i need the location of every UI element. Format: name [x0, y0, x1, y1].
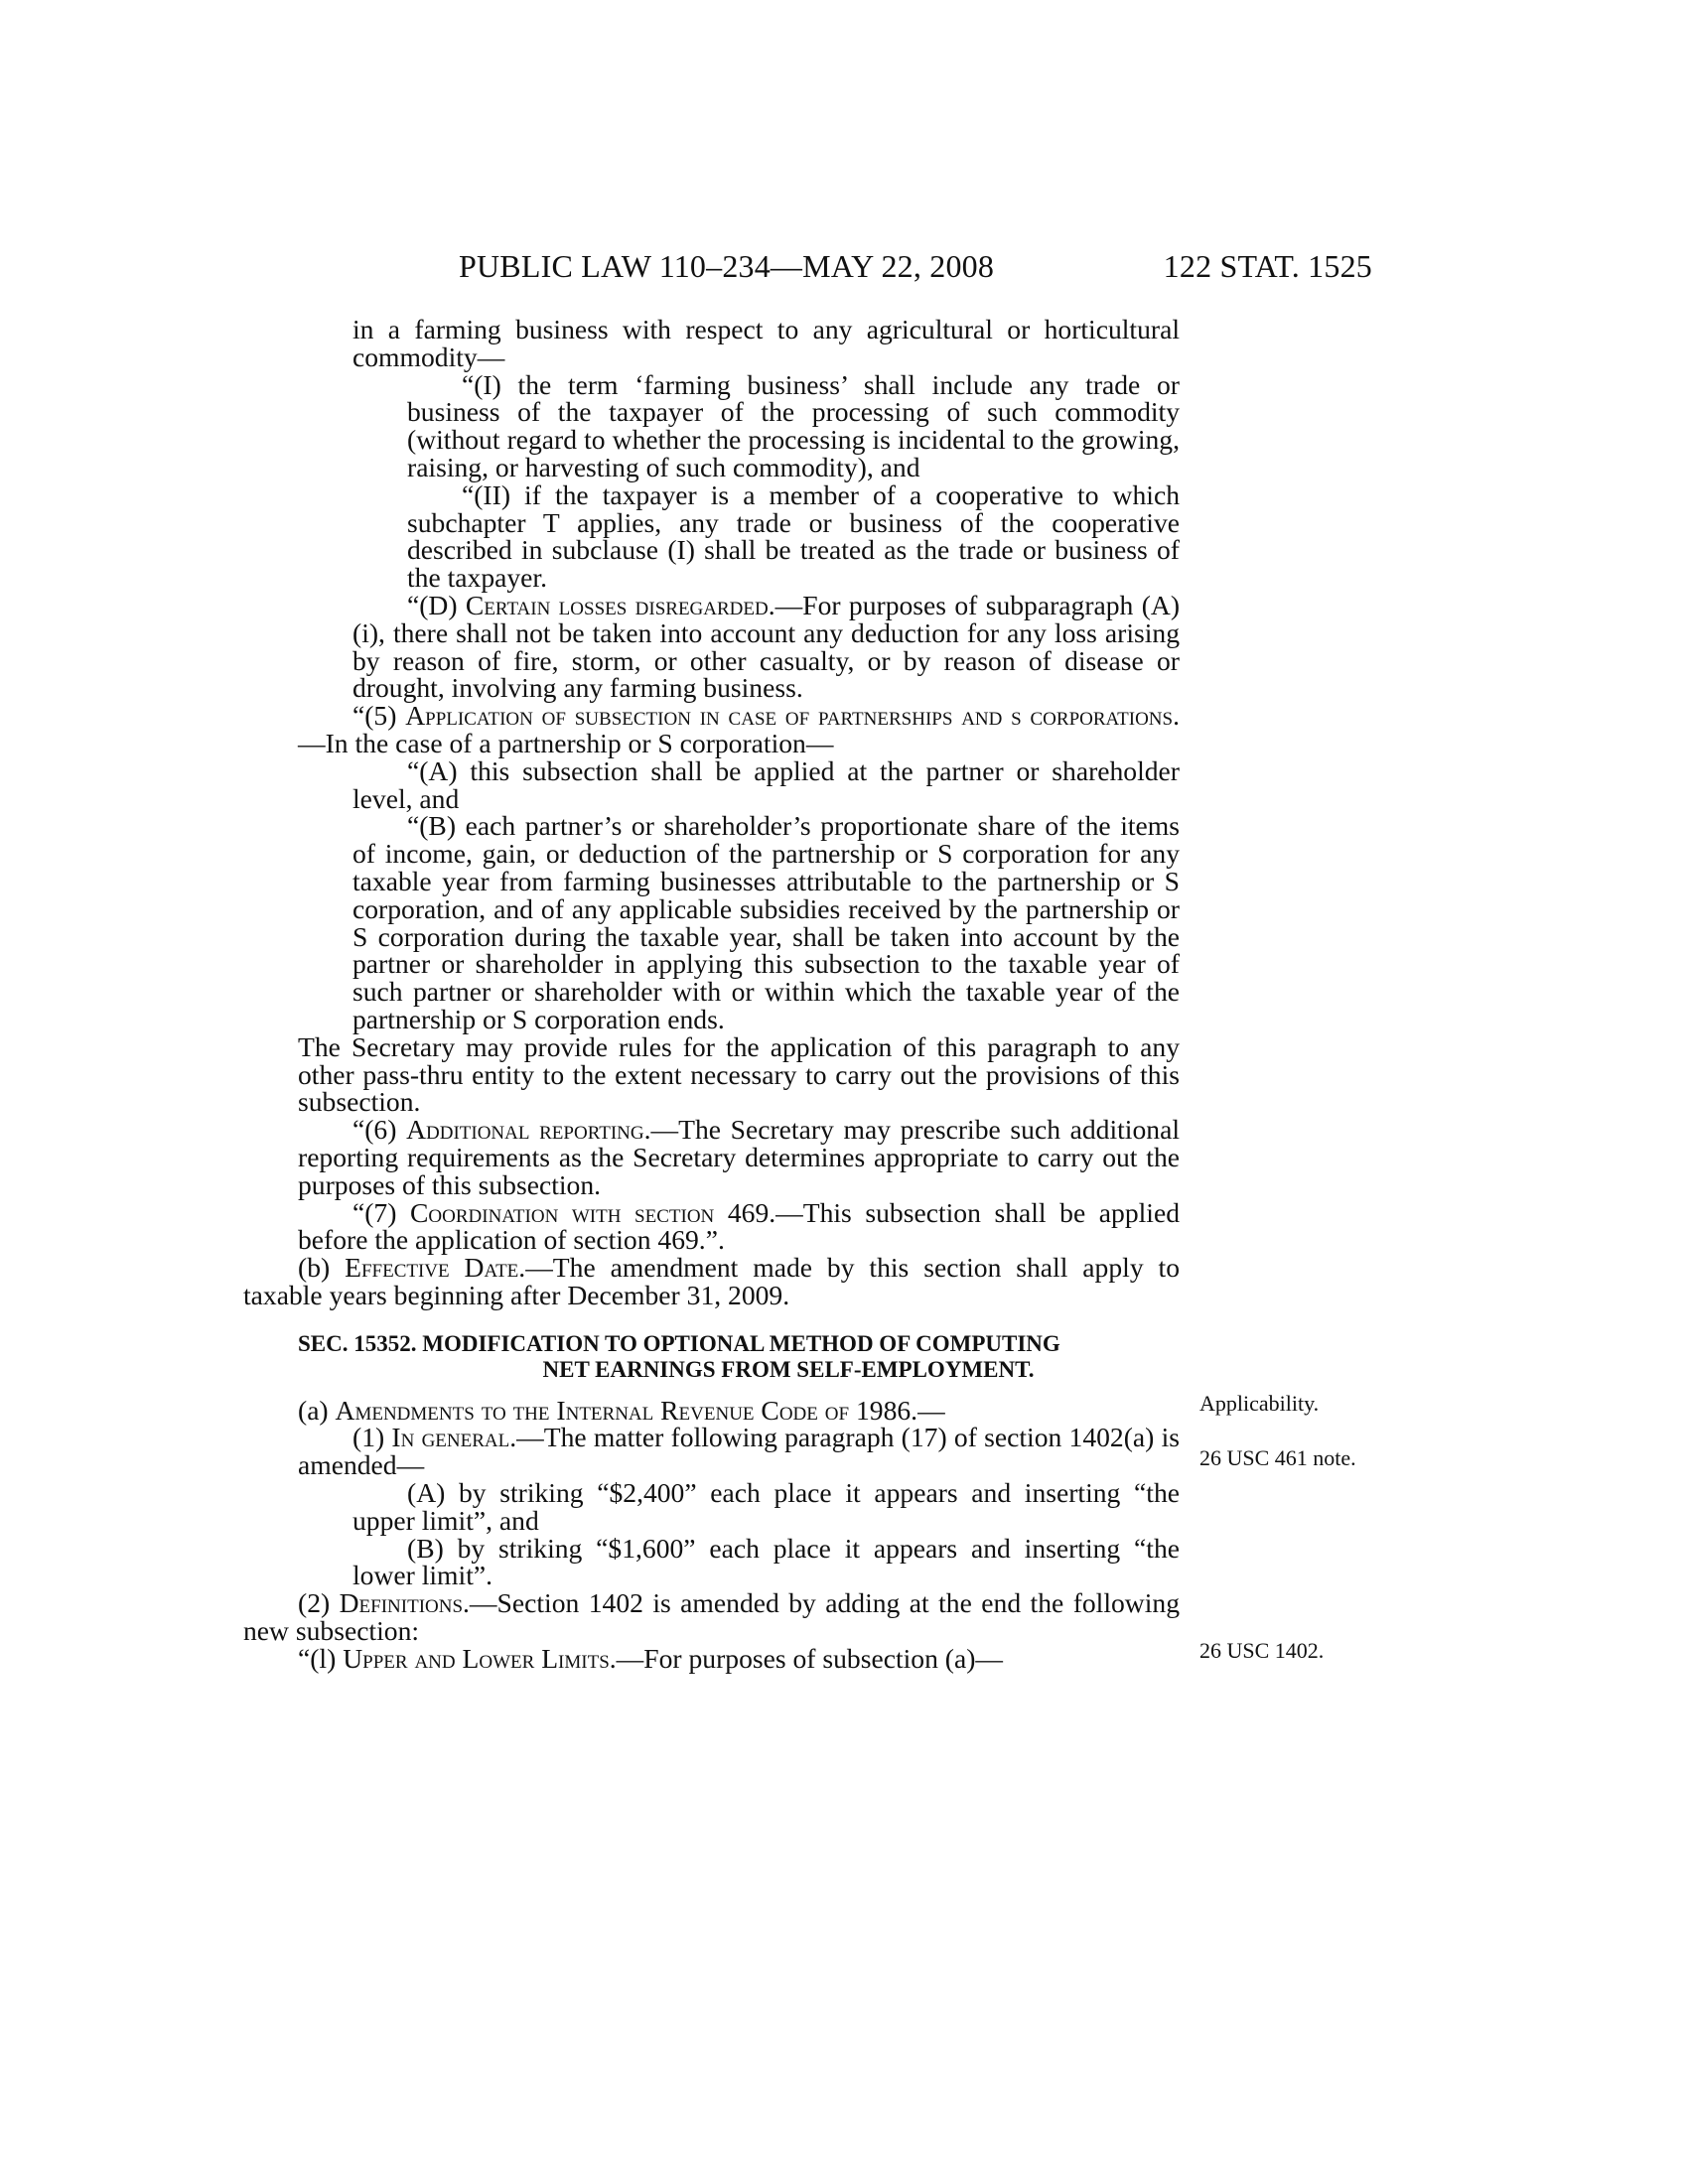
paragraph-text: .—In the case of a partnership or S corporation—: [298, 700, 1180, 758]
paragraph-continuation: in a farming business with respect to any agricultural or horticultural commodity—: [352, 314, 1180, 372]
paragraph-5: [298, 702, 1180, 757]
paragraph-text: .—The Secretary may prescribe such additional reporting requirements as the Secretary determines appropriate to carry out the purposes of this subsection.: [298, 1114, 1180, 1200]
subparagraph-A: “(A) this subsection shall be applied at the partner or shareholder level, and: [352, 754, 1180, 814]
subclause-II: “(II) if the taxpayer is a member of a cooperative to which subchapter T applies, any trade or business of the cooperative described in subclause (I) shall be treated as the trade or business of the taxpayer.: [407, 478, 1180, 594]
paragraph-text: .—For purposes of subsection (a)—: [609, 1642, 1003, 1674]
paragraph-text: .—This subsection shall be applied before the application of section 469.”.: [298, 1196, 1180, 1256]
margin-note-usc-1402: 26 USC 1402.: [1199, 1638, 1325, 1663]
paragraph-heading: Amendments to the Internal Revenue Code of 1986: [335, 1394, 912, 1426]
paragraph-1: [298, 1424, 1180, 1479]
margin-note-applicability: Applicability.: [1199, 1391, 1320, 1416]
paragraph-heading: Effective Date: [345, 1252, 519, 1284]
paragraph-2: [243, 1589, 1180, 1645]
flush-paragraph: The Secretary may provide rules for the application of this paragraph to any other pass-thru entity to the extent necessary to carry out the provisions of this subsection.: [298, 1030, 1180, 1118]
paragraph-6: [298, 1116, 1180, 1198]
paragraph-text: .—Section 1402 is amended by adding at the end the following new subsection:: [243, 1587, 1180, 1647]
paragraph-text: .—For purposes of subparagraph (A)(i), there shall not be taken into account any deduction for any loss arising by reason of fire, storm, or other casualty, or by reason of disease or drought, involving any farming business.: [352, 589, 1181, 704]
paragraph-heading: Definitions: [339, 1587, 464, 1619]
statute-body: [243, 314, 1181, 1674]
section-title-line-2: NET EARNINGS FROM SELF-EMPLOYMENT.: [542, 1356, 1035, 1382]
running-header: [459, 248, 1372, 288]
paragraph-heading: Upper and Lower Limits: [343, 1642, 610, 1674]
paragraph-number: “(6): [352, 1114, 407, 1146]
paragraph-heading: Coordination with section 469: [410, 1196, 770, 1228]
paragraph-text: .—The matter following paragraph (17) of section 1402(a) is amended—: [298, 1422, 1180, 1481]
paragraph-heading: Certain losses disregarded: [465, 589, 769, 620]
subparagraph-D: [352, 589, 1181, 704]
paragraph-number: “(5): [352, 700, 406, 732]
paragraph-number: (a): [298, 1394, 336, 1426]
paragraph-heading: In general: [391, 1422, 510, 1453]
public-law-citation: PUBLIC LAW 110–234—MAY 22, 2008: [459, 248, 995, 284]
subsection-a: [243, 1394, 1180, 1426]
margin-note-usc-461: 26 USC 461 note.: [1199, 1445, 1356, 1470]
paragraph-number: (2): [298, 1587, 340, 1619]
paragraph-heading: Application of subsection in case of partnerships and s corporations: [405, 700, 1174, 732]
paragraph-number: “(D): [407, 589, 466, 620]
paragraph-number: (b): [298, 1252, 346, 1284]
paragraph-number: “(7): [352, 1196, 411, 1228]
subparagraph-A-amend: (A) by striking “$2,400” each place it appears and inserting “the upper limit”, and: [352, 1477, 1180, 1536]
subparagraph-B: “(B) each partner’s or shareholder’s proportionate share of the items of income, gain, or deduction of the partnership or S corporation for any taxable year from farming businesses attributable to the partnership or S corporation, and of any applicable subsidies received by the partnership or S corporation during the taxable year, shall be taken into account by the partner or shareholder in applying this subsection to the taxable year of such partner or shareholder with or within which the taxable year of the partnership or S corporation ends.: [352, 810, 1180, 1034]
subsection-b: [243, 1254, 1180, 1309]
section-title-line-1: SEC. 15352. MODIFICATION TO OPTIONAL METHOD OF COMPUTING: [298, 1330, 1060, 1356]
paragraph-heading: Additional reporting: [406, 1114, 644, 1146]
paragraph-text: .—The amendment made by this section shall apply to taxable years beginning after December 31, 2009.: [243, 1252, 1180, 1310]
paragraph-number: (1): [352, 1422, 392, 1453]
statute-page-number: 122 STAT. 1525: [1163, 248, 1372, 284]
section-heading: [298, 1331, 1180, 1383]
subparagraph-B-amend: (B) by striking “$1,600” each place it appears and inserting “the lower limit”.: [352, 1532, 1180, 1591]
subclause-I: “(I) the term ‘farming business’ shall include any trade or business of the taxpayer of the processing of such commodity (without regard to whether the processing is incidental to the growing, raising, or harvesting of such commodity), and: [407, 368, 1180, 482]
paragraph-number: “(l): [298, 1642, 344, 1674]
paragraph-7: [298, 1196, 1180, 1256]
new-subsection-l: [243, 1642, 1180, 1674]
paragraph-text: .—: [911, 1394, 945, 1426]
